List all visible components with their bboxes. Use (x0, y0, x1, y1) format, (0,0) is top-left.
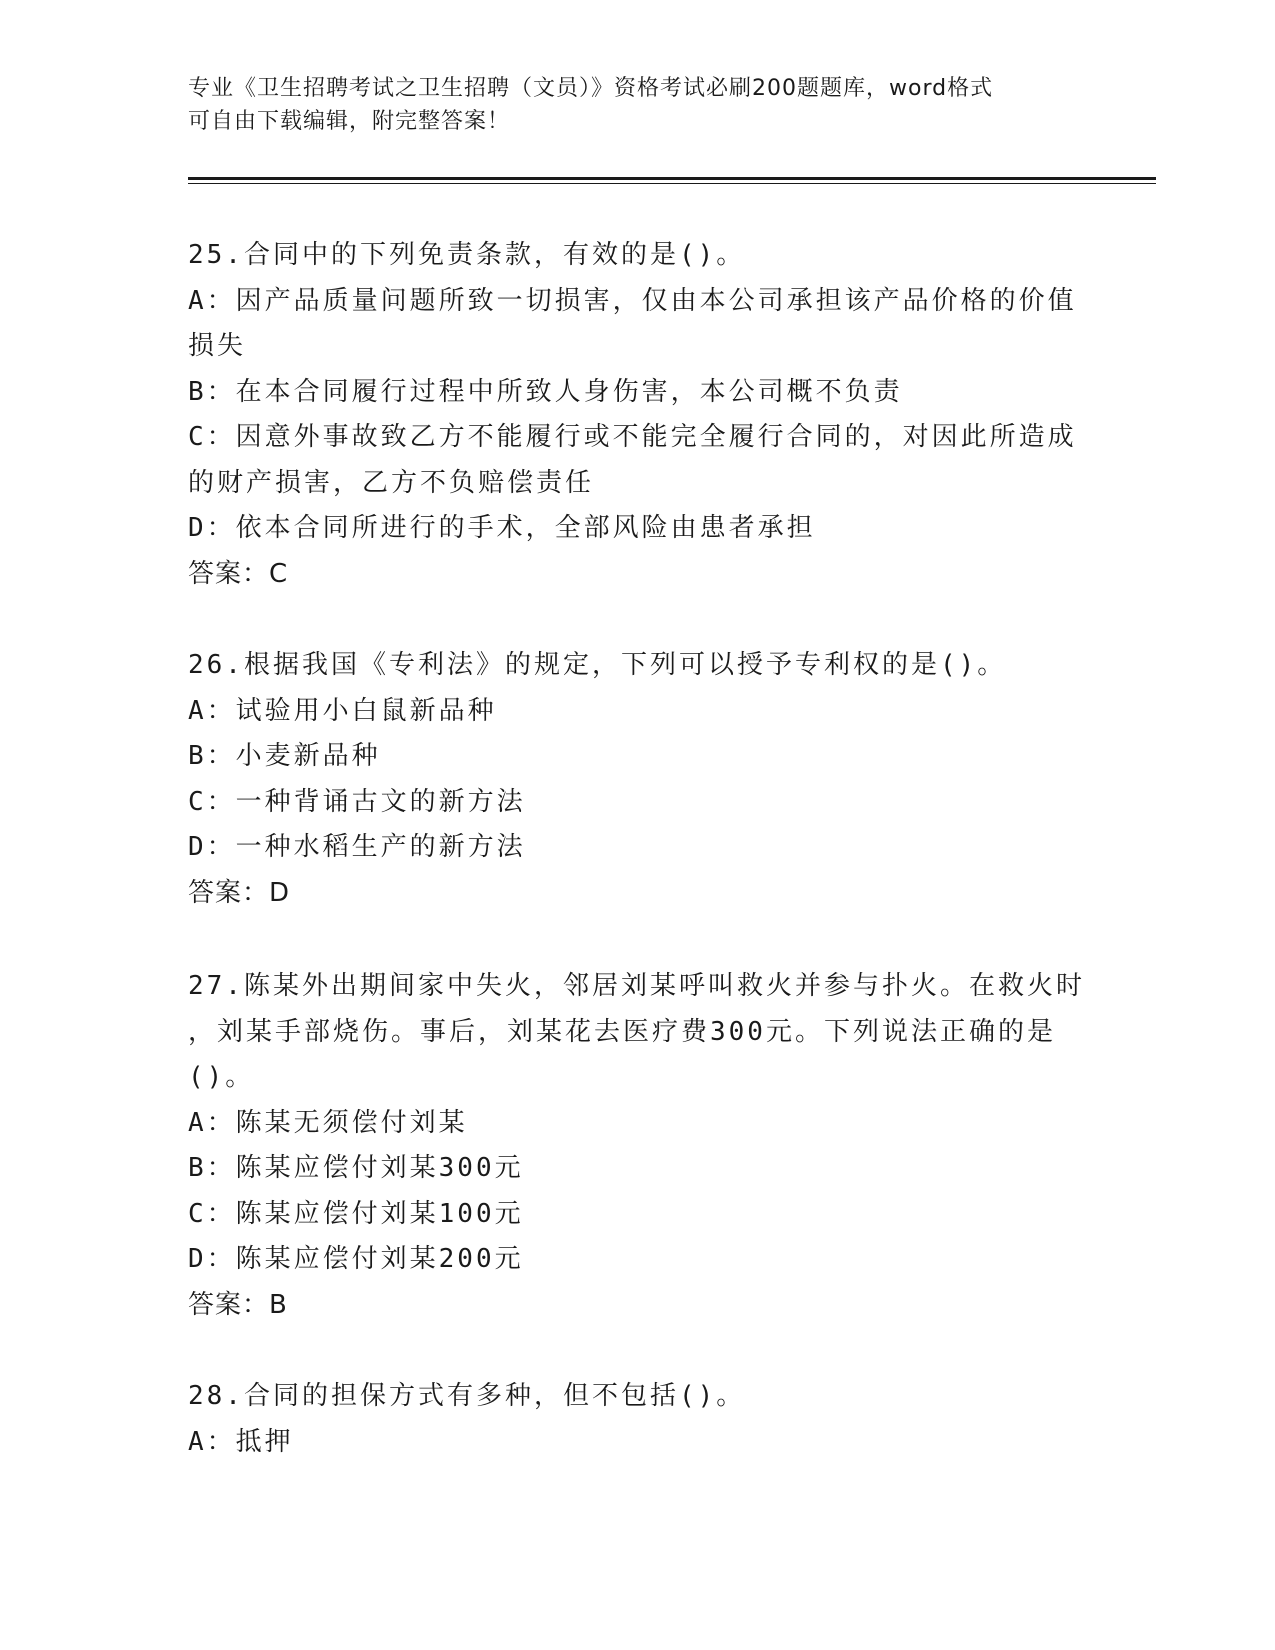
option-c-continued: 的财产损害，乙方不负赔偿责任 (188, 467, 595, 498)
header-divider-thin (188, 183, 1156, 184)
option-c: C：陈某应偿付刘某100元 (188, 1198, 524, 1229)
option-a: A：抵押 (188, 1426, 294, 1457)
question-stem-continued: ，刘某手部烧伤。事后，刘某花去医疗费300元。下列说法正确的是 (188, 1016, 1056, 1047)
document-header (188, 72, 1088, 138)
option-a-continued: 损失 (188, 331, 247, 361)
question-26 (188, 643, 1088, 916)
option-d: D：陈某应偿付刘某200元 (188, 1244, 524, 1274)
question-stem: 26.根据我国《专利法》的规定，下列可以授予专利权的是()。 (188, 650, 1007, 680)
option-a: A：陈某无须偿付刘某 (188, 1107, 468, 1138)
header-divider-thick (188, 177, 1156, 180)
question-28 (188, 1374, 1088, 1465)
option-a: A：试验用小白鼠新品种 (188, 695, 497, 726)
option-b: B：在本合同履行过程中所致人身伤害，本公司概不负责 (188, 376, 903, 407)
option-b: B：陈某应偿付刘某300元 (188, 1153, 524, 1183)
option-d: D：一种水稻生产的新方法 (188, 832, 526, 862)
option-a: A：因产品质量问题所致一切损害，仅由本公司承担该产品价格的价值 (188, 285, 1077, 316)
question-stem: 28.合同的担保方式有多种，但不包括()。 (188, 1381, 746, 1411)
option-c: C：因意外事故致乙方不能履行或不能完全履行合同的，对因此所造成 (188, 422, 1077, 452)
answer: 答案：C (188, 558, 289, 589)
question-stem-continued: ()。 (188, 1062, 255, 1092)
question-stem: 25.合同中的下列免责条款，有效的是()。 (188, 240, 746, 270)
answer: 答案：B (188, 1289, 288, 1320)
header-line-2: 可自由下载编辑，附完整答案！ (188, 109, 511, 134)
option-d: D：依本合同所进行的手术，全部风险由患者承担 (188, 513, 816, 543)
option-b: B：小麦新品种 (188, 741, 381, 771)
option-c: C：一种背诵古文的新方法 (188, 786, 526, 817)
question-25 (188, 233, 1088, 597)
answer: 答案：D (188, 877, 291, 908)
question-stem: 27.陈某外出期间家中失火，邻居刘某呼叫救火并参与扑火。在救火时 (188, 971, 1085, 1001)
header-line-1: 专业《卫生招聘考试之卫生招聘（文员）》资格考试必刷200题题库，word格式 (188, 76, 994, 101)
question-27 (188, 964, 1088, 1328)
